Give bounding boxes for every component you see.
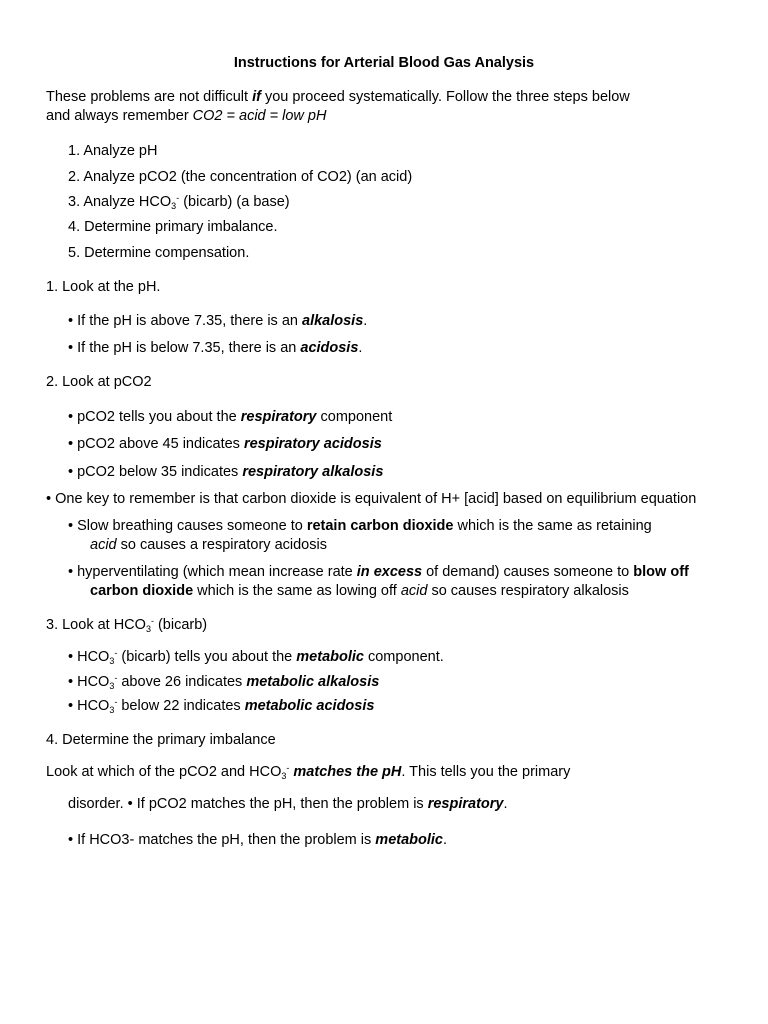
- step-4: 4. Determine primary imbalance.: [68, 219, 278, 235]
- bullet-text: so causes respiratory alkalosis: [427, 583, 629, 599]
- bullet-text: • pCO2 below 35 indicates: [68, 464, 243, 480]
- step-2: 2. Analyze pCO2 (the concentration of CO2) (an acid): [68, 169, 413, 185]
- subscript: 3: [145, 624, 151, 634]
- bullet-text: component.: [363, 649, 444, 665]
- bullet-emphasis: metabolic: [375, 832, 443, 848]
- bullet-text: which is the same as lowing off: [193, 583, 401, 599]
- document-title: Instructions for Arterial Blood Gas Analysis: [233, 55, 535, 71]
- section-2-bullet-3: [68, 463, 383, 481]
- bullet-bold: retain carbon dioxide: [306, 518, 454, 534]
- bullet-text: (bicarb) tells you about the: [117, 649, 297, 665]
- bullet-text: so causes a respiratory acidosis: [116, 537, 327, 553]
- hyperventilating-line-1: [68, 563, 689, 581]
- section-3-bullet-2: [68, 673, 379, 691]
- bullet-text: above 26 indicates: [117, 674, 247, 690]
- bullet-text: • pCO2 tells you about the: [68, 409, 241, 425]
- slow-breathing-line-1: [68, 517, 652, 535]
- paragraph-text: disorder. • If pCO2 matches the pH, then the problem is: [68, 796, 428, 812]
- bullet-text: • If HCO3- matches the pH, then the problem is: [68, 832, 376, 848]
- heading-text: (bicarb): [153, 617, 208, 633]
- step-5: 5. Determine compensation.: [68, 245, 250, 261]
- superscript: -: [114, 697, 118, 707]
- bullet-text: • hyperventilating (which mean increase rate: [68, 564, 357, 580]
- bullet-text: • pCO2 above 45 indicates: [68, 436, 244, 452]
- bullet-text: • If the pH is below 7.35, there is an: [68, 340, 301, 356]
- section-2-bullet-2: [68, 435, 382, 453]
- bullet-text: of demand) causes someone to: [422, 564, 634, 580]
- bullet-emphasis: metabolic: [296, 649, 364, 665]
- paragraph-emphasis: respiratory: [427, 796, 504, 812]
- bullet-text: component: [316, 409, 393, 425]
- section-1-bullet-2: [68, 339, 362, 357]
- superscript: -: [286, 763, 290, 773]
- paragraph-text: . This tells you the primary: [401, 764, 571, 780]
- bullet-bold: blow off: [633, 564, 689, 580]
- bullet-text: which is the same as retaining: [453, 518, 652, 534]
- bullet-emphasis: respiratory acidosis: [243, 436, 382, 452]
- bullet-emphasis: metabolic alkalosis: [246, 674, 380, 690]
- step-1: 1. Analyze pH: [68, 143, 158, 159]
- superscript: -: [150, 616, 154, 626]
- bullet-text: .: [363, 313, 368, 329]
- bullet-text: .: [358, 340, 363, 356]
- bullet-text: below 22 indicates: [117, 698, 245, 714]
- bullet-italic: acid: [400, 583, 428, 599]
- intro-rule: CO2 = acid = low pH: [192, 108, 327, 124]
- subscript: 3: [109, 656, 115, 666]
- bullet-text: .: [442, 832, 448, 848]
- section-1-bullet-1: [68, 312, 367, 330]
- intro-line-2: [46, 107, 326, 125]
- section-3-heading: [46, 616, 207, 634]
- paragraph-text: Look at which of the pCO2 and HCO: [46, 764, 282, 780]
- subscript: 3: [109, 705, 115, 715]
- paragraph-text: .: [503, 796, 508, 812]
- bullet-emphasis: in excess: [356, 564, 423, 580]
- bullet-text: • HCO: [68, 649, 110, 665]
- superscript: -: [114, 648, 118, 658]
- section-3-bullet-1: [68, 648, 444, 666]
- slow-breathing-line-2: [90, 536, 327, 554]
- bullet-text: • HCO: [68, 674, 110, 690]
- bullet-text: • Slow breathing causes someone to: [68, 518, 307, 534]
- subscript: 3: [109, 681, 115, 691]
- bullet-emphasis: alkalosis: [302, 313, 364, 329]
- intro-line-1: [46, 88, 630, 106]
- subscript: 3: [171, 201, 177, 211]
- subscript: 3: [281, 771, 287, 781]
- step-3: [68, 193, 290, 211]
- section-2-heading: 2. Look at pCO2: [46, 374, 152, 390]
- bullet-emphasis: metabolic acidosis: [244, 698, 375, 714]
- step-text: (bicarb) (a base): [179, 194, 290, 210]
- intro-text: These problems are not difficult: [46, 89, 253, 105]
- section-2-bullet-1: [68, 408, 392, 426]
- superscript: -: [114, 673, 118, 683]
- section-4-paragraph-1: [46, 763, 570, 781]
- section-4-heading: 4. Determine the primary imbalance: [46, 732, 276, 748]
- key-note: • One key to remember is that carbon dioxide is equivalent of H+ [acid] based on equilibrium equation: [46, 491, 697, 507]
- section-3-bullet-3: [68, 697, 374, 715]
- bullet-bold: carbon dioxide: [90, 583, 194, 599]
- intro-text: and always remember: [46, 108, 193, 124]
- hyperventilating-line-2: [90, 582, 629, 600]
- section-4-paragraph-2: [68, 795, 508, 813]
- bullet-text: • If the pH is above 7.35, there is an: [68, 313, 302, 329]
- bullet-italic: acid: [90, 537, 117, 553]
- bullet-emphasis: respiratory alkalosis: [242, 464, 384, 480]
- superscript: -: [176, 193, 180, 203]
- paragraph-emphasis: matches the pH: [289, 764, 402, 780]
- bullet-emphasis: acidosis: [300, 340, 359, 356]
- heading-text: 3. Look at HCO: [46, 617, 146, 633]
- bullet-text: • HCO: [68, 698, 110, 714]
- section-1-heading: 1. Look at the pH.: [46, 279, 161, 295]
- intro-emphasis: if: [252, 89, 261, 105]
- step-text: 3. Analyze HCO: [68, 194, 172, 210]
- intro-text: you proceed systematically. Follow the three steps below: [260, 89, 630, 105]
- section-4-bullet: [68, 831, 447, 849]
- bullet-emphasis: respiratory: [240, 409, 317, 425]
